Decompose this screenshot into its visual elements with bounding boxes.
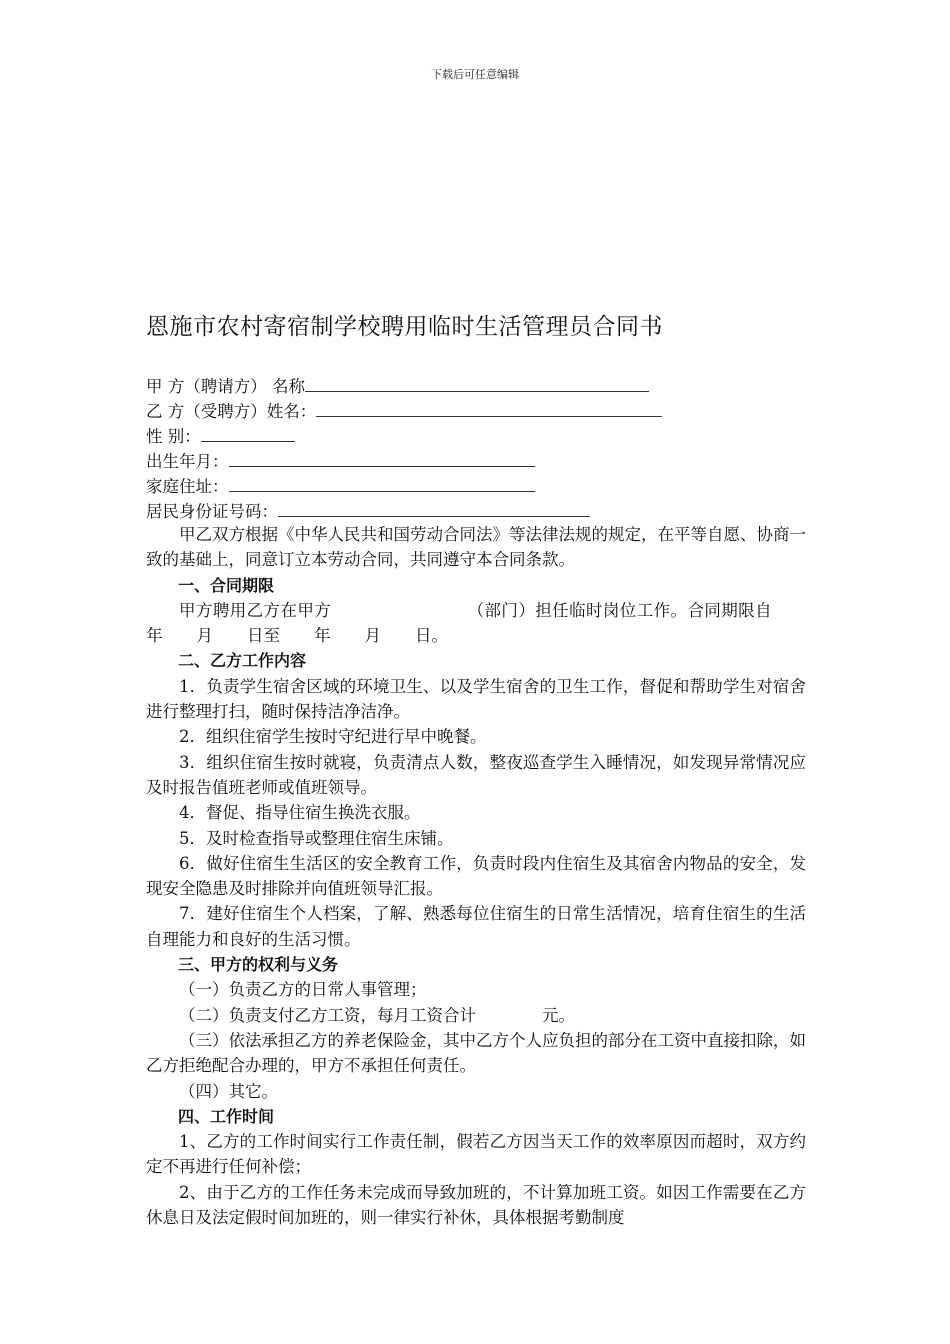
duty-item: 5．及时检查指导或整理住宿生床铺。 bbox=[179, 828, 454, 848]
blank-address[interactable] bbox=[229, 474, 535, 492]
duty-item: 1．负责学生宿舍区域的环境卫生、以及学生宿舍的卫生工作，督促和帮助学生对宿舍进行整理打扫，随时保持洁净洁净。 bbox=[146, 676, 806, 722]
field-label-party-b: 乙 方（受聘方）姓名： bbox=[146, 402, 317, 421]
blank-birth[interactable] bbox=[229, 449, 535, 467]
hours-item: 2、由于乙方的工作任务未完成而导致加班的，不计算加班工资。如因工作需要在乙方休息日及法定假时间加班的，则一律实行补休，具体根据考勤制度 bbox=[146, 1182, 806, 1228]
section-heading-duties: 二、乙方工作内容 bbox=[178, 651, 307, 671]
field-party-a bbox=[146, 374, 806, 399]
field-party-b bbox=[146, 399, 806, 424]
duty-item: 7．建好住宿生个人档案，了解、熟悉每位住宿生的日常生活情况，培育住宿生的生活自理能力和良好的生活习惯。 bbox=[146, 904, 806, 949]
field-label-gender: 性 别： bbox=[146, 427, 201, 446]
term-day-end: 日。 bbox=[415, 626, 448, 646]
blank-gender[interactable] bbox=[201, 424, 295, 442]
contract-body bbox=[146, 522, 806, 1230]
term-text-2: （部门）担任临时岗位工作。合同期限自 bbox=[467, 600, 773, 620]
rights-item-3: （三）依法承担乙方的养老保险金，其中乙方个人应负担的部分在工资中直接扣除，如乙方拒绝配合办理的，甲方不承担任何责任。 bbox=[146, 1030, 806, 1076]
field-label-id-number: 居民身份证号码： bbox=[146, 502, 278, 521]
rights-item-1: （一）负责乙方的日常人事管理； bbox=[179, 980, 427, 1000]
field-address bbox=[146, 474, 806, 499]
duty-item: 3．组织住宿生按时就寝，负责清点人数，整夜巡查学生入睡情况，如发现异常情况应及时报告值班老师或值班领导。 bbox=[146, 752, 806, 797]
duty-item: 2．组织住宿学生按时守纪进行早中晚餐。 bbox=[179, 727, 487, 747]
term-paragraph bbox=[146, 598, 806, 649]
section-heading-hours: 四、工作时间 bbox=[178, 1106, 275, 1126]
term-month-1: 月 bbox=[196, 626, 213, 646]
section-heading-term: 一、合同期限 bbox=[178, 575, 275, 595]
intro-paragraph: 甲乙双方根据《中华人民共和国劳动合同法》等法律法规的规定，在平等自愿、协商一致的基础上，同意订立本劳动合同，共同遵守本合同条款。 bbox=[146, 525, 806, 570]
field-label-birth: 出生年月： bbox=[146, 452, 229, 471]
rights-item-4: （四）其它。 bbox=[179, 1081, 278, 1101]
rights-item-2 bbox=[146, 1003, 806, 1028]
rights-item-2-text: （二）负责支付乙方工资，每月工资合计 bbox=[179, 1005, 476, 1025]
duty-item: 4．督促、指导住宿生换洗衣服。 bbox=[179, 803, 421, 823]
duty-item: 6．做好住宿生生活区的安全教育工作，负责时段内住宿生及其宿舍内物品的安全，发现安全隐患及时排除并向值班领导汇报。 bbox=[146, 853, 806, 899]
term-year-2: 年 bbox=[314, 626, 331, 646]
term-year-1: 年 bbox=[146, 626, 163, 646]
field-label-address: 家庭住址： bbox=[146, 477, 229, 496]
field-gender bbox=[146, 424, 806, 449]
blank-party-a[interactable] bbox=[305, 374, 649, 392]
blank-party-b[interactable] bbox=[316, 399, 662, 417]
section-heading-rights: 三、甲方的权利与义务 bbox=[178, 955, 339, 975]
header-note: 下载后可任意编辑 bbox=[431, 68, 519, 81]
field-birth bbox=[146, 449, 806, 474]
hours-item: 1、乙方的工作时间实行工作责任制，假若乙方因当天工作的效率原因而超时，双方约定不再进行任何补偿； bbox=[146, 1132, 806, 1177]
term-month-2: 月 bbox=[364, 626, 381, 646]
field-label-party-a: 甲 方（聘请方） 名称 bbox=[146, 377, 305, 396]
blank-id-number[interactable] bbox=[278, 499, 590, 517]
contract-title: 恩施市农村寄宿制学校聘用临时生活管理员合同书 bbox=[146, 314, 663, 340]
field-id-number bbox=[146, 499, 806, 524]
term-text-1: 甲方聘用乙方在甲方 bbox=[179, 600, 332, 620]
party-fields bbox=[146, 374, 806, 524]
rights-item-2-unit: 元。 bbox=[542, 1005, 575, 1025]
term-day-to: 日至 bbox=[247, 626, 280, 646]
